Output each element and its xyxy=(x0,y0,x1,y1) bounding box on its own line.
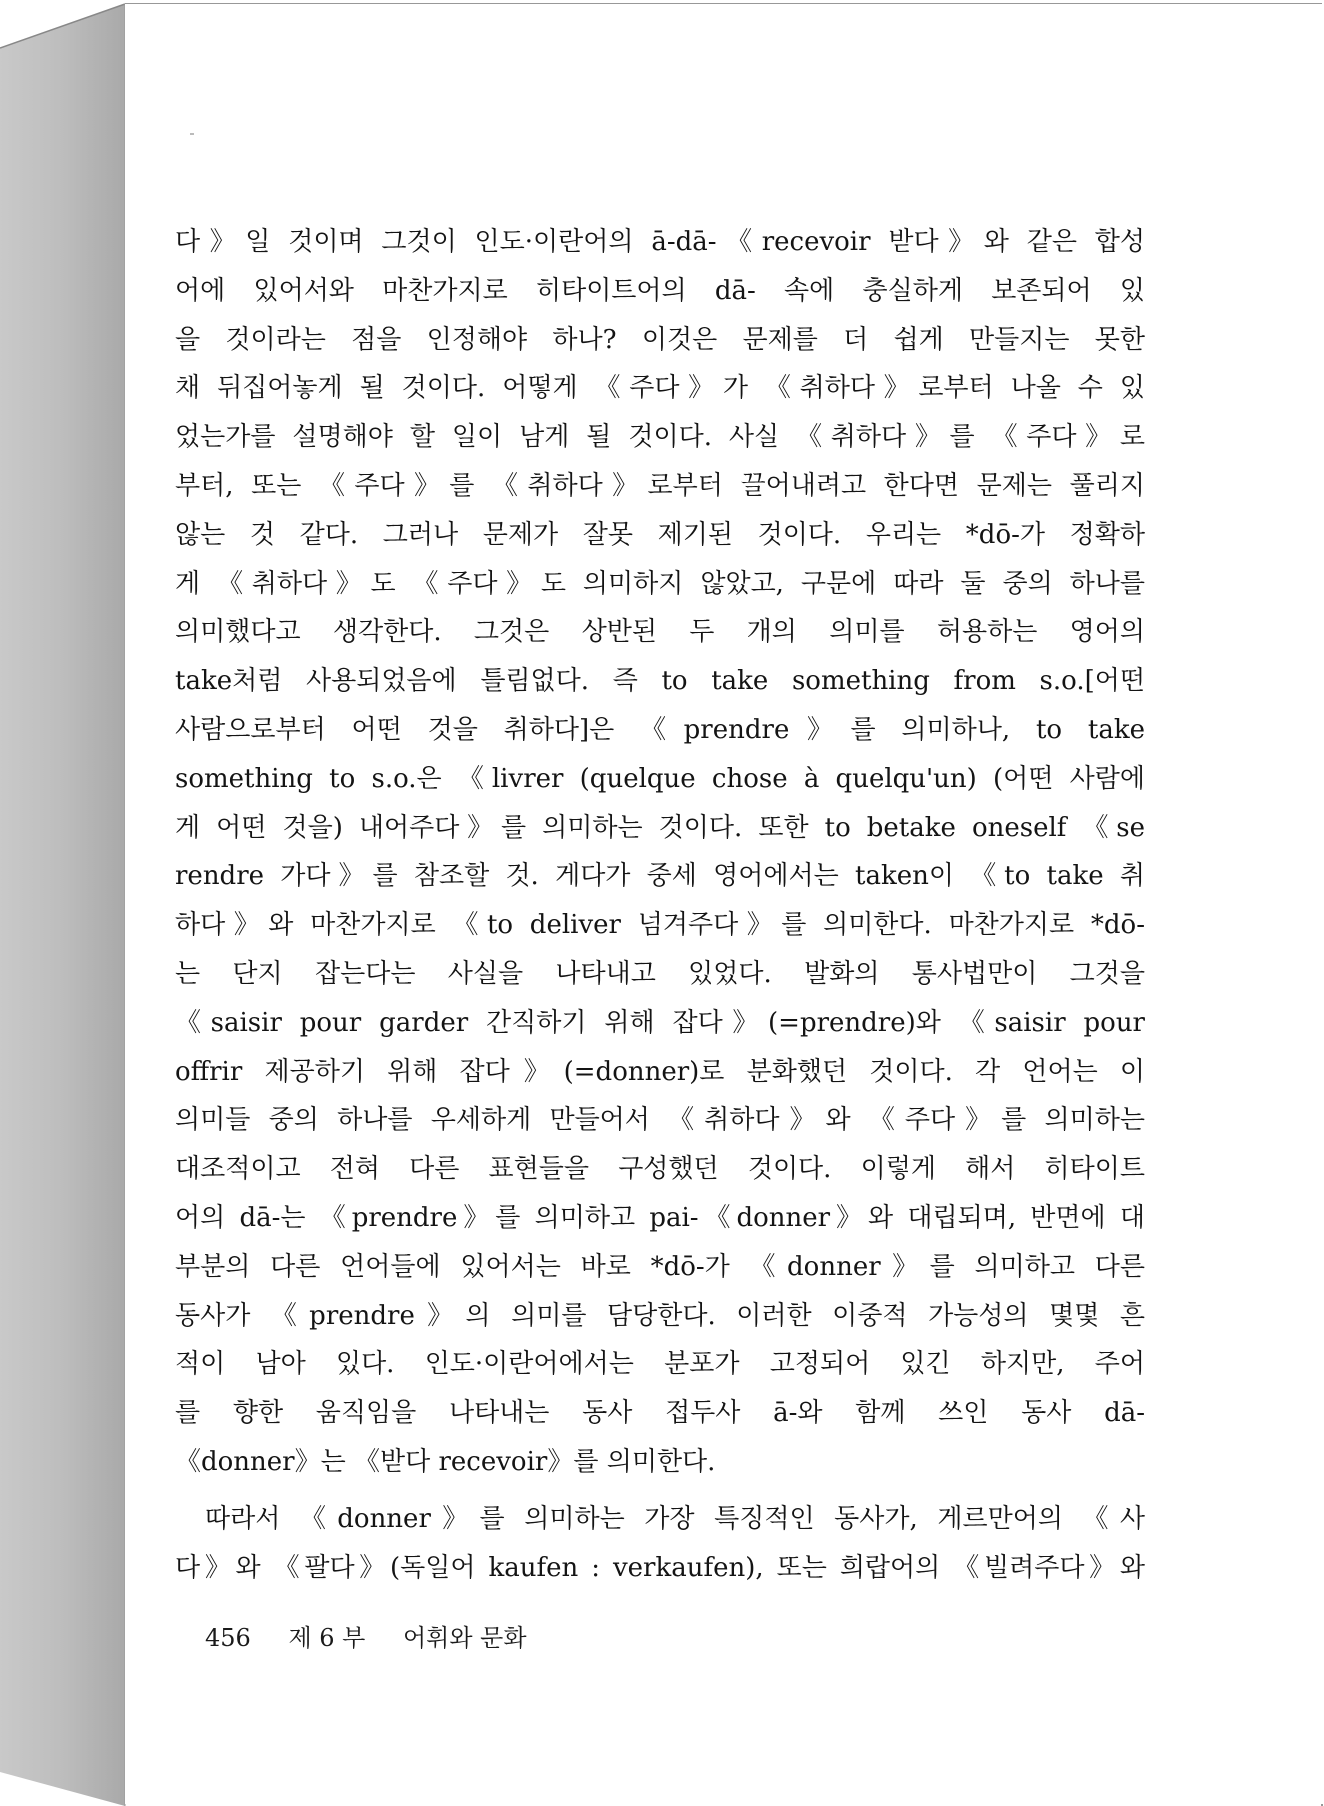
text-line: 어의 dā-는 《prendre》를 의미하고 pai-《donner》와 대립되며, 반면에 대 xyxy=(175,1202,1145,1233)
text-line: 《donner》는 《받다 recevoir》를 의미한다. xyxy=(175,1446,716,1477)
text-line: 따라서 《donner》를 의미하는 가장 특징적인 동사가, 게르만어의 《사 xyxy=(205,1504,1145,1534)
text-line: rendre 가다》를 참조할 것. 게다가 중세 영어에서는 taken이 《to take 취 xyxy=(175,861,1145,892)
text-line: something to s.o.은 《livrer (quelque chose à quelqu'un) (어떤 사람에 xyxy=(175,763,1145,794)
text-line: 게 《취하다》도 《주다》도 의미하지 않았고, 구문에 따라 둘 중의 하나를 xyxy=(175,568,1145,599)
spine-face xyxy=(0,4,125,1806)
text-line: 었는가를 설명해야 할 일이 남게 될 것이다. 사실 《취하다》를 《주다》로 xyxy=(175,422,1145,453)
text-line: 사람으로부터 어떤 것을 취하다]은 《prendre》를 의미하나, to take xyxy=(175,714,1145,745)
page-number: 456 xyxy=(205,1624,251,1652)
part-label: 제 6 부 xyxy=(288,1624,366,1652)
text-line: 는 단지 잡는다는 사실을 나타내고 있었다. 발화의 통사법만이 그것을 xyxy=(175,958,1145,989)
text-line: offrir 제공하기 위해 잡다》(=donner)로 분화했던 것이다. 각 언어는 이 xyxy=(175,1056,1145,1087)
body-text xyxy=(175,218,1145,1487)
text-line: 을 것이라는 점을 인정해야 하나? 이것은 문제를 더 쉽게 만들지는 못한 xyxy=(175,324,1145,355)
speck xyxy=(190,133,194,135)
text-line: 《saisir pour garder 간직하기 위해 잡다》(=prendre)와 《saisir pour xyxy=(175,1007,1145,1038)
text-line: 않는 것 같다. 그러나 문제가 잘못 제기된 것이다. 우리는 *dō-가 정확하 xyxy=(175,519,1145,550)
text-line: 다》와 《팔다》(독일어 kaufen : verkaufen), 또는 희랍어의 《빌려주다》와 xyxy=(175,1552,1145,1583)
text-line: 게 어떤 것을) 내어주다》를 의미하는 것이다. 또한 to betake oneself 《se xyxy=(175,812,1145,843)
text-line: 를 향한 움직임을 나타내는 동사 접두사 ā-와 함께 쓰인 동사 dā- xyxy=(175,1398,1145,1429)
text-line: 적이 남아 있다. 인도·이란어에서는 분포가 고정되어 있긴 하지만, 주어 xyxy=(175,1349,1145,1380)
text-line: 의미들 중의 하나를 우세하게 만들어서 《취하다》와 《주다》를 의미하는 xyxy=(175,1105,1145,1136)
text-line: 동사가 《prendre》의 의미를 담당한다. 이러한 이중적 가능성의 몇몇 흔 xyxy=(175,1300,1145,1331)
page-footer xyxy=(205,1618,557,1653)
text-line: 채 뒤집어놓게 될 것이다. 어떻게 《주다》가 《취하다》로부터 나올 수 있 xyxy=(175,373,1145,404)
text-line: take처럼 사용되었음에 틀림없다. 즉 to take something from s.o.[어떤 xyxy=(175,666,1145,697)
body-text-paragraph-2 xyxy=(175,1495,1145,1593)
text-line: 대조적이고 전혀 다른 표현들을 구성했던 것이다. 이렇게 해서 히타이트 xyxy=(175,1154,1145,1185)
text-line: 하다》와 마찬가지로 《to deliver 넘겨주다》를 의미한다. 마찬가지로 *dō- xyxy=(175,910,1145,941)
text-line: 부터, 또는 《주다》를 《취하다》로부터 끌어내려고 한다면 문제는 풀리지 xyxy=(175,470,1145,501)
text-line: 의미했다고 생각한다. 그것은 상반된 두 개의 의미를 허용하는 영어의 xyxy=(175,617,1145,648)
text-line: 부분의 다른 언어들에 있어서는 바로 *dō-가 《donner》를 의미하고 다른 xyxy=(175,1251,1145,1282)
text-line: 어에 있어서와 마찬가지로 히타이트어의 dā- 속에 충실하게 보존되어 있 xyxy=(175,275,1145,306)
text-line: 다》일 것이며 그것이 인도·이란어의 ā-dā-《recevoir 받다》와 같은 합성 xyxy=(175,227,1145,257)
section-title: 어휘와 문화 xyxy=(403,1624,527,1652)
